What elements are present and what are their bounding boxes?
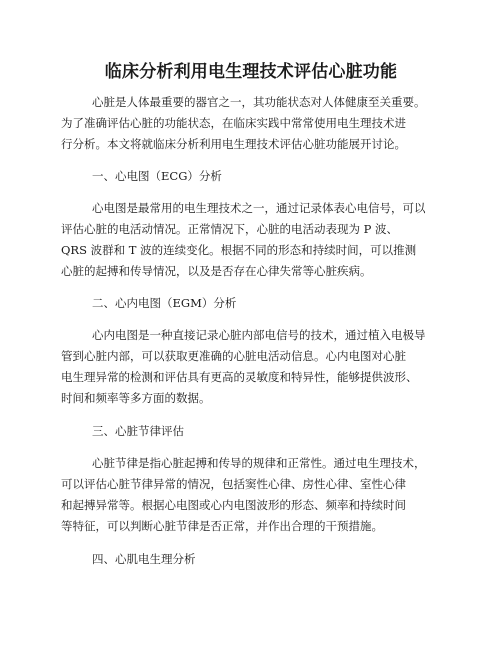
intro-line: 为了准确评估心脏的功能状态，在临床实践中常常使用电生理技术进 bbox=[61, 116, 406, 130]
section-line: 管到心脏内部，可以获取更准确的心脏电活动信息。心内电图对心脏 bbox=[61, 349, 406, 363]
section-line: 心脏节律是指心脏起搏和传导的规律和正常性。通过电生理技术， bbox=[92, 456, 426, 470]
section-heading-ecg: 一、心电图（ECG）分析 bbox=[92, 169, 222, 183]
section-line: 和起搏异常等。根据心电图或心内电图波形的形态、频率和持续时间 bbox=[61, 498, 406, 512]
section-line: 电生理异常的检测和评估具有更高的灵敏度和特异性，能够提供波形、 bbox=[61, 370, 418, 384]
section-line: 评估心脏的电活动情况。正常情况下，心脏的电活动表现为 P 波、 bbox=[61, 222, 399, 236]
section-line: 心内电图是一种直接记录心脏内部电信号的技术，通过植入电极导 bbox=[92, 328, 426, 342]
section-heading-egm: 二、心内电图（EGM）分析 bbox=[92, 296, 237, 310]
section-line: 可以评估心脏节律异常的情况，包括窦性心律、房性心律、室性心律 bbox=[61, 477, 406, 491]
section-line: QRS 波群和 T 波的连续变化。根据不同的形态和持续时间，可以推测 bbox=[61, 243, 417, 257]
section-line: 等特征，可以判断心脏节律是否正常，并作出合理的干预措施。 bbox=[61, 519, 383, 533]
document-title: 临床分析利用电生理技术评估心脏功能 bbox=[104, 62, 398, 82]
intro-line: 心脏是人体最重要的器官之一，其功能状态对人体健康至关重要。 bbox=[92, 95, 426, 109]
section-heading-rhythm: 三、心脏节律评估 bbox=[92, 424, 184, 438]
section-line: 心电图是最常用的电生理技术之一，通过记录体表心电信号，可以 bbox=[92, 201, 426, 215]
intro-line: 行分析。本文将就临床分析利用电生理技术评估心脏功能展开讨论。 bbox=[61, 137, 406, 151]
section-line: 时间和频率等多方面的数据。 bbox=[61, 391, 211, 405]
section-heading-myocardial: 四、心肌电生理分析 bbox=[92, 552, 196, 566]
section-line: 心脏的起搏和传导情况，以及是否存在心律失常等心脏疾病。 bbox=[61, 264, 372, 278]
